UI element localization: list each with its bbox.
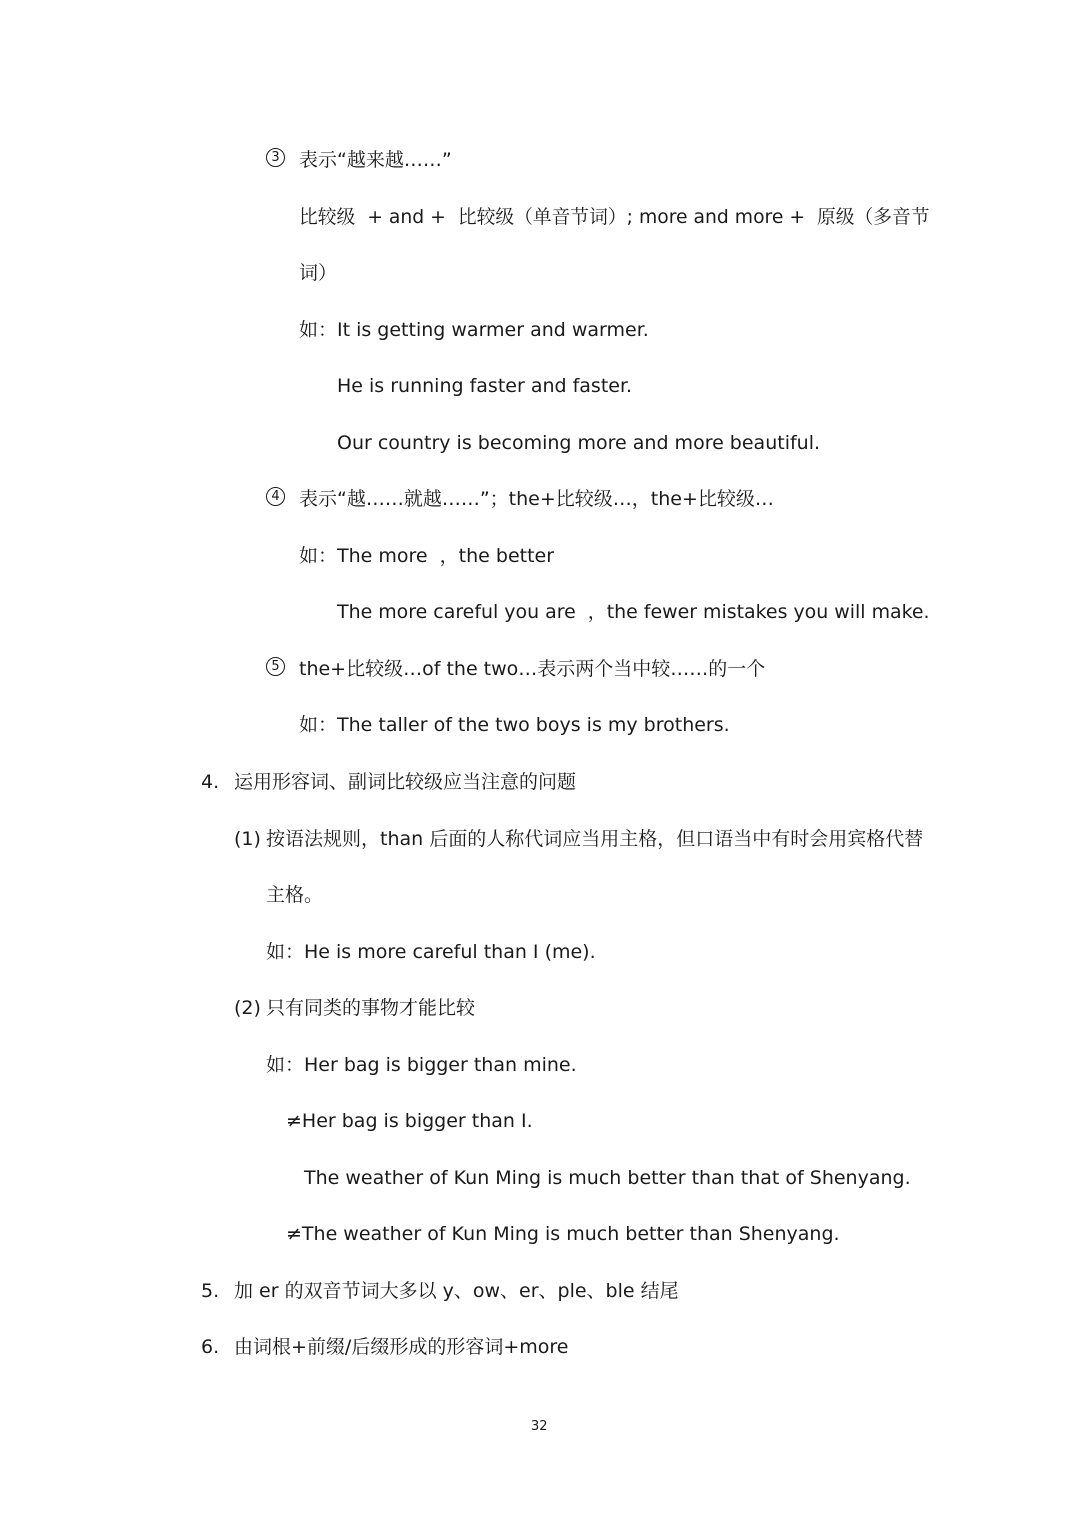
item3-example-1: 如：It is getting warmer and warmer.	[299, 319, 649, 341]
section6-text: 由词根+前缀/后缀形成的形容词+more	[234, 1336, 569, 1358]
section5-number: 5.	[201, 1280, 220, 1302]
section5-text: 加 er 的双音节词大多以 y、ow、er、ple、ble 结尾	[234, 1280, 679, 1302]
sub1-text-line1: 按语法规则，than 后面的人称代词应当用主格，但口语当中有时会用宾格代替	[266, 828, 924, 850]
circled-number-4: 4	[266, 487, 285, 506]
section6-number: 6.	[201, 1336, 220, 1358]
item3-example-3: Our country is becoming more and more beautiful.	[337, 432, 821, 454]
sub2-example-2: ≠Her bag is bigger than I.	[286, 1110, 533, 1132]
sub2-example-4: ≠The weather of Kun Ming is much better than Shenyang.	[286, 1223, 840, 1245]
section4-number: 4.	[201, 771, 220, 793]
item4-example-1: 如：The more ，the better	[299, 545, 555, 567]
sub1-number: (1)	[234, 828, 261, 850]
circled-number-3: 3	[266, 148, 285, 167]
sub2-example-1: 如：Her bag is bigger than mine.	[266, 1054, 577, 1076]
item5-title: the+比较级…of the two…表示两个当中较……的一个	[299, 658, 766, 680]
sub2-example-3: The weather of Kun Ming is much better than that of Shenyang.	[304, 1167, 911, 1189]
circled-number-5: 5	[266, 657, 285, 676]
sub2-text: 只有同类的事物才能比较	[266, 997, 476, 1019]
item4-example-2: The more careful you are ，the fewer mistakes you will make.	[337, 601, 930, 623]
item3-rule-line1: 比较级 + and + 比较级（单音节词）; more and more + 原级（多音节	[299, 206, 930, 228]
item5-example-1: 如：The taller of the two boys is my brothers.	[299, 714, 730, 736]
sub1-text-line2: 主格。	[266, 884, 324, 906]
item3-rule-line2: 词）	[299, 262, 338, 284]
sub2-number: (2)	[234, 997, 261, 1019]
item4-title: 表示“越……就越……”；the+比较级…，the+比较级…	[299, 488, 774, 510]
item3-example-2: He is running faster and faster.	[337, 375, 633, 397]
item3-title: 表示“越来越……”	[299, 149, 452, 171]
section4-title: 运用形容词、副词比较级应当注意的问题	[234, 771, 577, 793]
page-number: 32	[531, 1419, 548, 1434]
sub1-example-1: 如：He is more careful than I (me).	[266, 941, 596, 963]
